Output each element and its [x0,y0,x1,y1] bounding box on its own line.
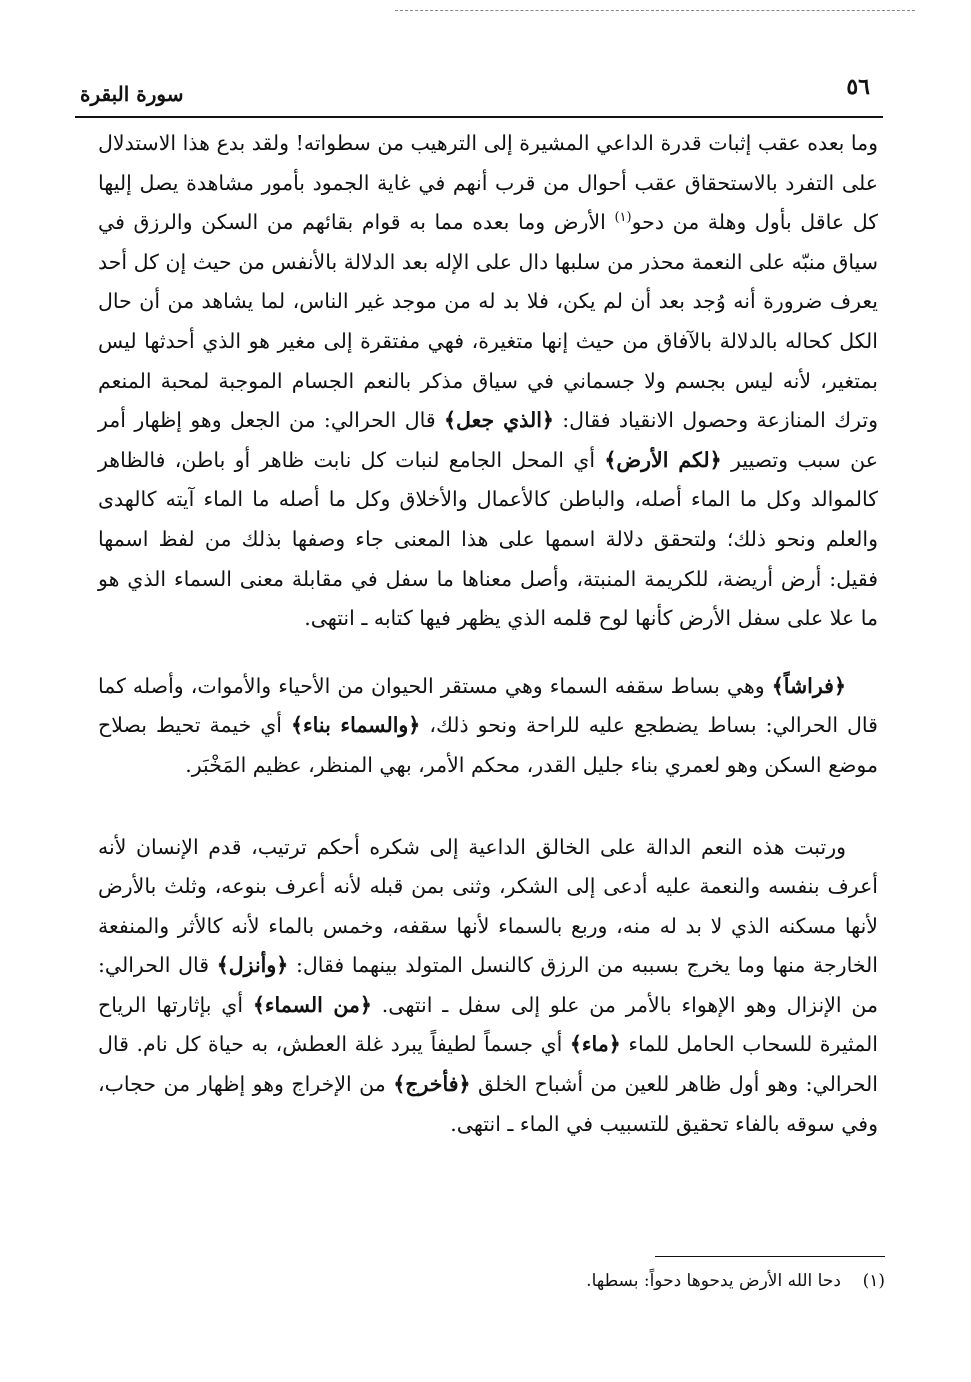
footnote-rule [655,1256,885,1257]
text-segment: أي المحل الجامع لنبات كل نابت ظاهر أو باطن، فالظاهر كالموالد وكل ما الماء أصله، والباطن كالأعمال والأخلاق وكل ما أصله ما الماء آيته كالهدى والعلم ونحو ذلك؛ ولتحقق دلالة اسمها على هذا المعنى جاء وصفها بذلك من لفظ اسمها فقيل: أرض أريضة، للكريمة المنبتة، وأصل معناها ما سفل في مقابلة معنى السماء الذي هو ما علا على سفل الأرض كأنها لوح قلمه الذي يظهر فيها كتابه ـ انتهى. [98,447,878,631]
footnote-reference: (١) [614,210,632,226]
page-number: ٥٦ [846,74,870,100]
text-segment: من الإخراج وهو إظهار من حجاب، وفي سوقه بالفاء تحقيق للتسبيب في الماء ـ انتهى. [98,1072,878,1136]
quran-quote: ﴿والسماء بناء﴾ [291,713,421,738]
header-rule [75,116,883,118]
quran-quote: ﴿الذي جعل﴾ [444,408,554,433]
quran-quote: ﴿فراشاً﴾ [771,673,846,698]
paragraph-3 [98,828,878,1145]
paragraph-2 [98,667,878,786]
footnote [420,1268,885,1294]
top-edge-rule [395,10,915,11]
quran-quote: ﴿فأخرج﴾ [393,1072,471,1097]
footnote-marker: (١) [862,1271,885,1291]
text-segment: قال الحرالي: من الجعل وهو إظهار أمر عن سبب وتصيير [98,408,879,472]
running-header [60,68,880,108]
text-segment: أي بإثارتها الرياح المثيرة للسحاب الحامل للماء [98,992,878,1057]
main-text [98,124,878,1144]
quran-quote: ﴿لكم الأرض﴾ [604,447,722,472]
text-segment: وهي بساط سقفه السماء وهي مستقر الحيوان من الأحياء والأموات، وأصله كما قال الحرالي: بساط يضطجع عليه للراحة ونحو ذلك، [98,673,878,738]
quran-quote: ﴿وأنزل﴾ [216,953,289,978]
text-segment: وما بعده عقب إثبات قدرة الداعي المشيرة إلى الترهيب من سطواته! ولقد بدع هذا الاستدلال على التفرد بالاستحقاق عقب أحوال من قرب أنهم في غاية الجمود بأمور مشاهدة يصل إليها كل عاقل بأول وهلة من دحو [98,131,879,235]
quran-quote: ﴿ماء﴾ [569,1032,621,1057]
paragraph-1 [98,124,878,639]
quran-quote: ﴿من السماء﴾ [252,992,372,1017]
footnote-text: دحا الله الأرض يدحوها دحواً: بسطها. [586,1271,841,1291]
surah-title: سورة البقرة [80,82,184,106]
text-segment: ورتبت هذه النعم الدالة على الخالق الداعية إلى شكره أحكم ترتيب، قدم الإنسان لأنه أعرف بنفسه والنعمة عليه أدعى إلى الشكر، وثنى بمن قبله لأنه أعرف بنوعه، وثلث بالأرض لأنها مسكنه الذي لا بد له منه، وربع بالسماء لأنها سقفه، وخمس بالماء لأنه كالأثر والمنفعة الخارجة منها وما يخرج بسببه من الرزق كالنسل المتولد بينهما فقال: [98,834,878,978]
text-segment: الأرض وما بعده مما به قوام بقائهم من السكن والرزق في سياق منبّه على النعمة محذر من سلبها دال على الإله بعد الدلالة بالأنفس من حيث إن كل أحد يعرف ضرورة أنه وُجد بعد أن لم يكن، فلا بد له من موجد غير الناس، لما يشاهد من أن حال الكل كحاله بالدلالة بالآفاق من حيث إنها متغيرة، فهي مفتقرة إلى مغير هو الذي أحدثها ليس بمتغير، لأنه ليس بجسم ولا جسماني في سياق مذكر بالنعم الجسام الموجبة لمحبة المنعم وترك المنازعة وحصول الانقياد فقال: [98,210,879,433]
text-segment: أي خيمة تحيط بصلاح موضع السكن وهو لعمري بناء جليل القدر، محكم الأمر، بهي المنظر، عظيم المَخْبَر. [98,713,878,777]
text-segment: قال الحرالي: من الإنزال وهو الإهواء بالأمر من علو إلى سفل ـ انتهى. [98,953,879,1017]
text-segment: أي جسماً لطيفاً يبرد غلة العطش، به حياة كل نام. قال الحرالي: وهو أول ظاهر للعين من أشباح الخلق [98,1032,878,1097]
